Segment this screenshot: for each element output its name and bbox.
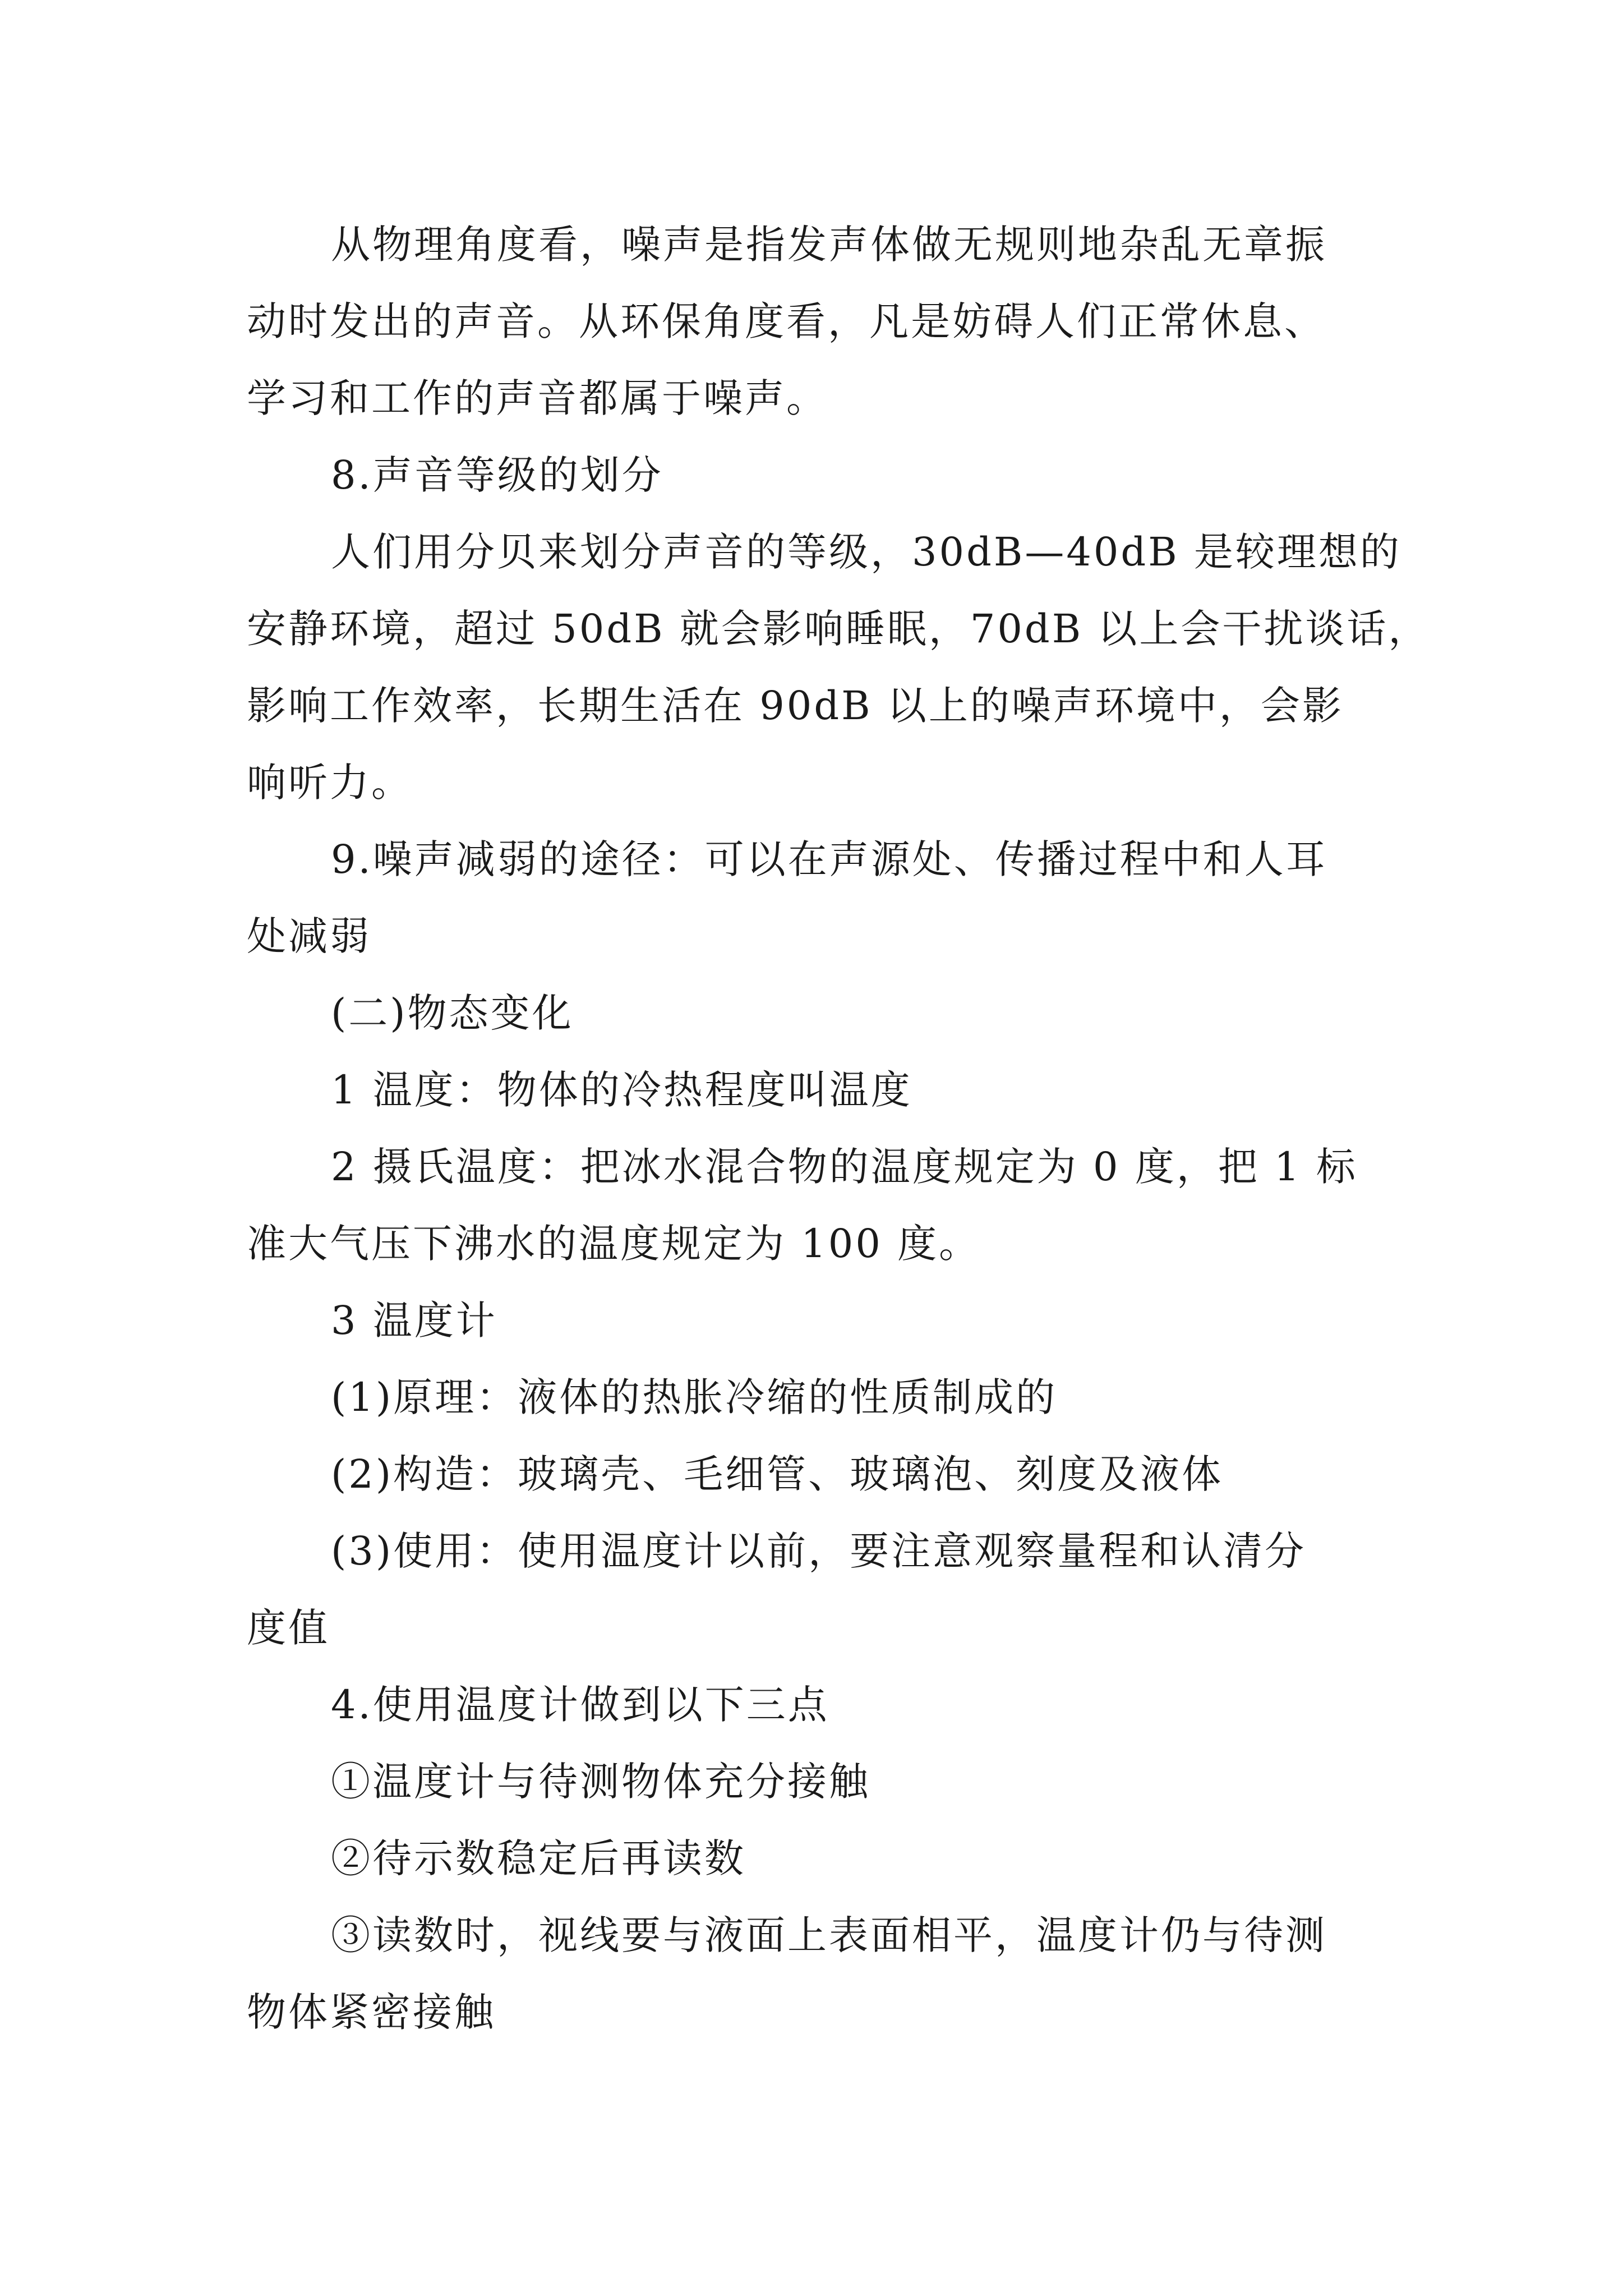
paragraph bbox=[247, 821, 1391, 975]
paragraph-line: 从物理角度看，噪声是指发声体做无规则地杂乱无章振 bbox=[331, 222, 1327, 268]
paragraph bbox=[247, 1282, 1391, 1359]
paragraph-line: ①温度计与待测物体充分接触 bbox=[331, 1759, 870, 1805]
paragraph bbox=[247, 514, 1430, 821]
paragraph-line: 3 温度计 bbox=[331, 1297, 497, 1343]
paragraph-line: (3)使用：使用温度计以前，要注意观察量程和认清分 bbox=[331, 1528, 1307, 1574]
paragraph-line: ③读数时，视线要与液面上表面相平，温度计仍与待测 bbox=[331, 1912, 1327, 1958]
paragraph-line: 动时发出的声音。从环保角度看，凡是妨碍人们正常休息、 bbox=[247, 298, 1326, 344]
paragraph-line: (2)构造：玻璃壳、毛细管、玻璃泡、刻度及液体 bbox=[331, 1451, 1224, 1497]
paragraph-line: 影响工作效率，长期生活在 90dB 以上的噪声环境中，会影 bbox=[247, 683, 1344, 729]
paragraph-line: 8.声音等级的划分 bbox=[331, 452, 663, 498]
paragraph bbox=[247, 206, 1391, 437]
list-item bbox=[247, 1820, 1391, 1897]
paragraph bbox=[247, 1667, 1391, 1743]
paragraph bbox=[247, 1052, 1391, 1129]
paragraph-line: (二)物态变化 bbox=[331, 990, 574, 1036]
paragraph-line: 度值 bbox=[247, 1605, 330, 1651]
paragraph-line: 1 温度：物体的冷热程度叫温度 bbox=[331, 1067, 912, 1113]
section-heading bbox=[247, 975, 1391, 1052]
paragraph-line: 9.噪声减弱的途径：可以在声源处、传播过程中和人耳 bbox=[331, 836, 1327, 882]
paragraph-line: 4.使用温度计做到以下三点 bbox=[331, 1682, 829, 1728]
paragraph bbox=[247, 1129, 1391, 1282]
paragraph-line: 处减弱 bbox=[247, 913, 371, 959]
list-item bbox=[247, 1436, 1391, 1513]
paragraph-line: ②待示数稳定后再读数 bbox=[331, 1835, 746, 1881]
list-item bbox=[247, 1513, 1391, 1667]
paragraph-line: 准大气压下沸水的温度规定为 100 度。 bbox=[247, 1221, 981, 1267]
section-heading bbox=[247, 437, 1391, 514]
paragraph-line: 响听力。 bbox=[247, 760, 413, 806]
paragraph-line: 安静环境，超过 50dB 就会影响睡眠，70dB 以上会干扰谈话， bbox=[247, 606, 1430, 652]
paragraph-line: 学习和工作的声音都属于噪声。 bbox=[247, 375, 828, 421]
paragraph-line: 物体紧密接触 bbox=[247, 1989, 496, 2035]
paragraph-line: 人们用分贝来划分声音的等级，30dB—40dB 是较理想的 bbox=[331, 529, 1401, 575]
paragraph-line: (1)原理：液体的热胀冷缩的性质制成的 bbox=[331, 1374, 1058, 1420]
list-item bbox=[247, 1743, 1391, 1820]
paragraph-line: 2 摄氏温度：把冰水混合物的温度规定为 0 度，把 1 标 bbox=[331, 1144, 1358, 1190]
list-item bbox=[247, 1359, 1391, 1436]
list-item bbox=[247, 1897, 1391, 2051]
